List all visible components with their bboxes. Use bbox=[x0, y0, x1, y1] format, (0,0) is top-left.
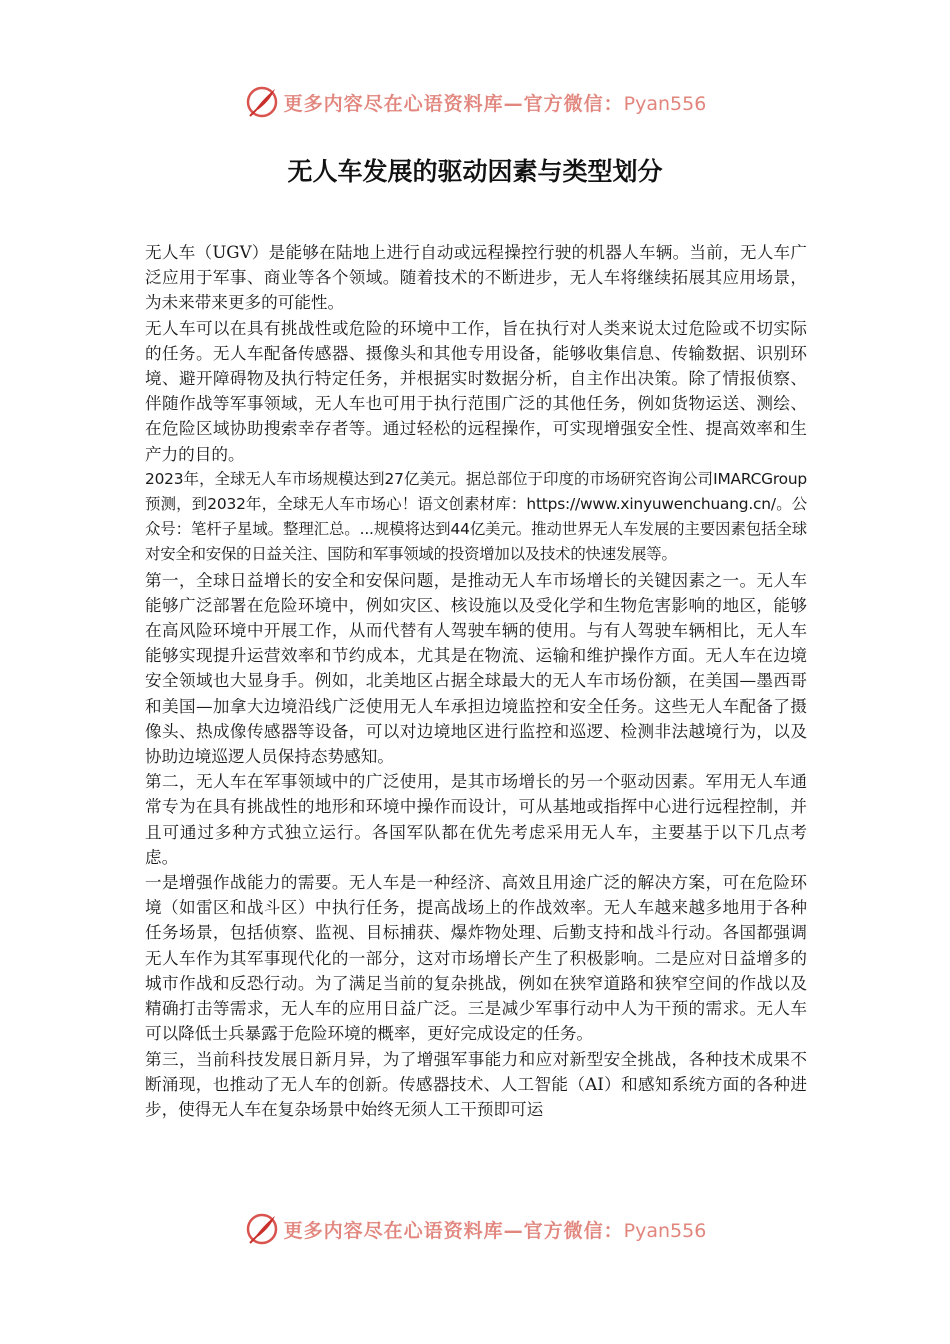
document-title: 无人车发展的驱动因素与类型划分 bbox=[287, 157, 663, 186]
quill-pen-icon bbox=[244, 84, 280, 120]
footer-banner bbox=[0, 1207, 950, 1251]
paragraph: 2023年，全球无人车市场规模达到27亿美元。据总部位于印度的市场研究咨询公司IMARCGroup预测，到2032年，全球无人车市场心！语文创素材库：https://www.xinyuwenchuang.cn/。公众号：笔杆子星域。整理汇总。...规模将达到44亿美元。推动世界无人车发展的主要因素包括全球对安全和安保的日益关注、国防和军事领域的投资增加以及技术的快速发展等。 bbox=[145, 469, 807, 564]
paragraph: 无人车（UGV）是能够在陆地上进行自动或远程操控行驶的机器人车辆。当前，无人车广泛应用于军事、商业等各个领域。随着技术的不断进步，无人车将继续拓展其应用场景，为未来带来更多的可能性。 bbox=[145, 243, 807, 313]
document-body bbox=[145, 240, 807, 1122]
paragraph: 第三，当前科技发展日新月异，为了增强军事能力和应对新型安全挑战，各种技术成果不断涌现，也推动了无人车的创新。传感器技术、人工智能（AI）和感知系统方面的各种进步，使得无人车在复杂场景中始终无须人工干预即可运 bbox=[145, 1049, 807, 1119]
paragraph: 无人车可以在具有挑战性或危险的环境中工作，旨在执行对人类来说太过危险或不切实际的任务。无人车配备传感器、摄像头和其他专用设备，能够收集信息、传输数据、识别环境、避开障碍物及执行特定任务，并根据实时数据分析，自主作出决策。除了情报侦察、伴随作战等军事领域，无人车也可用于执行范围广泛的其他任务，例如货物运送、测绘、在危险区域协助搜索幸存者等。通过轻松的远程操作，可实现增强安全性、提高效率和生产力的目的。 bbox=[145, 318, 807, 464]
quill-pen-icon bbox=[244, 1211, 280, 1247]
paragraph: 一是增强作战能力的需要。无人车是一种经济、高效且用途广泛的解决方案，可在危险环境（如雷区和战斗区）中执行任务，提高战场上的作战效率。无人车越来越多地用于各种任务场景，包括侦察、监视、目标捕获、爆炸物处理、后勤支持和战斗行动。各国都强调无人车作为其军事现代化的一部分，这对市场增长产生了积极影响。二是应对日益增多的城市作战和反恐行动。为了满足当前的复杂挑战，例如在狭窄道路和狭窄空间的作战以及精确打击等需求，无人车的应用日益广泛。三是减少军事行动中人为干预的需求。无人车可以降低士兵暴露于危险环境的概率，更好完成设定的任务。 bbox=[145, 873, 807, 1044]
banner-text: 更多内容尽在心语资料库—官方微信：Pyan556 bbox=[283, 92, 707, 115]
paragraph: 第一，全球日益增长的安全和安保问题，是推动无人车市场增长的关键因素之一。无人车能够广泛部署在危险环境中，例如灾区、核设施以及受化学和生物危害影响的地区，能够在高风险环境中开展工作，从而代替有人驾驶车辆的使用。与有人驾驶车辆相比，无人车能够实现提升运营效率和节约成本，尤其是在物流、运输和维护操作方面。无人车在边境安全领域也大显身手。例如，北美地区占据全球最大的无人车市场份额，在美国—墨西哥和美国—加拿大边境沿线广泛使用无人车承担边境监控和安全任务。这些无人车配备了摄像头、热成像传感器等设备，可以对边境地区进行监控和巡逻、检测非法越境行为，以及协助边境巡逻人员保持态势感知。 bbox=[145, 570, 807, 767]
paragraph: 第二，无人车在军事领域中的广泛使用，是其市场增长的另一个驱动因素。军用无人车通常专为在具有挑战性的地形和环境中操作而设计，可从基地或指挥中心进行远程控制，并且可通过多种方式独立运行。各国军队都在优先考虑采用无人车，主要基于以下几点考虑。 bbox=[145, 772, 807, 867]
banner-text: 更多内容尽在心语资料库—官方微信：Pyan556 bbox=[283, 1219, 707, 1242]
header-banner bbox=[0, 80, 950, 124]
